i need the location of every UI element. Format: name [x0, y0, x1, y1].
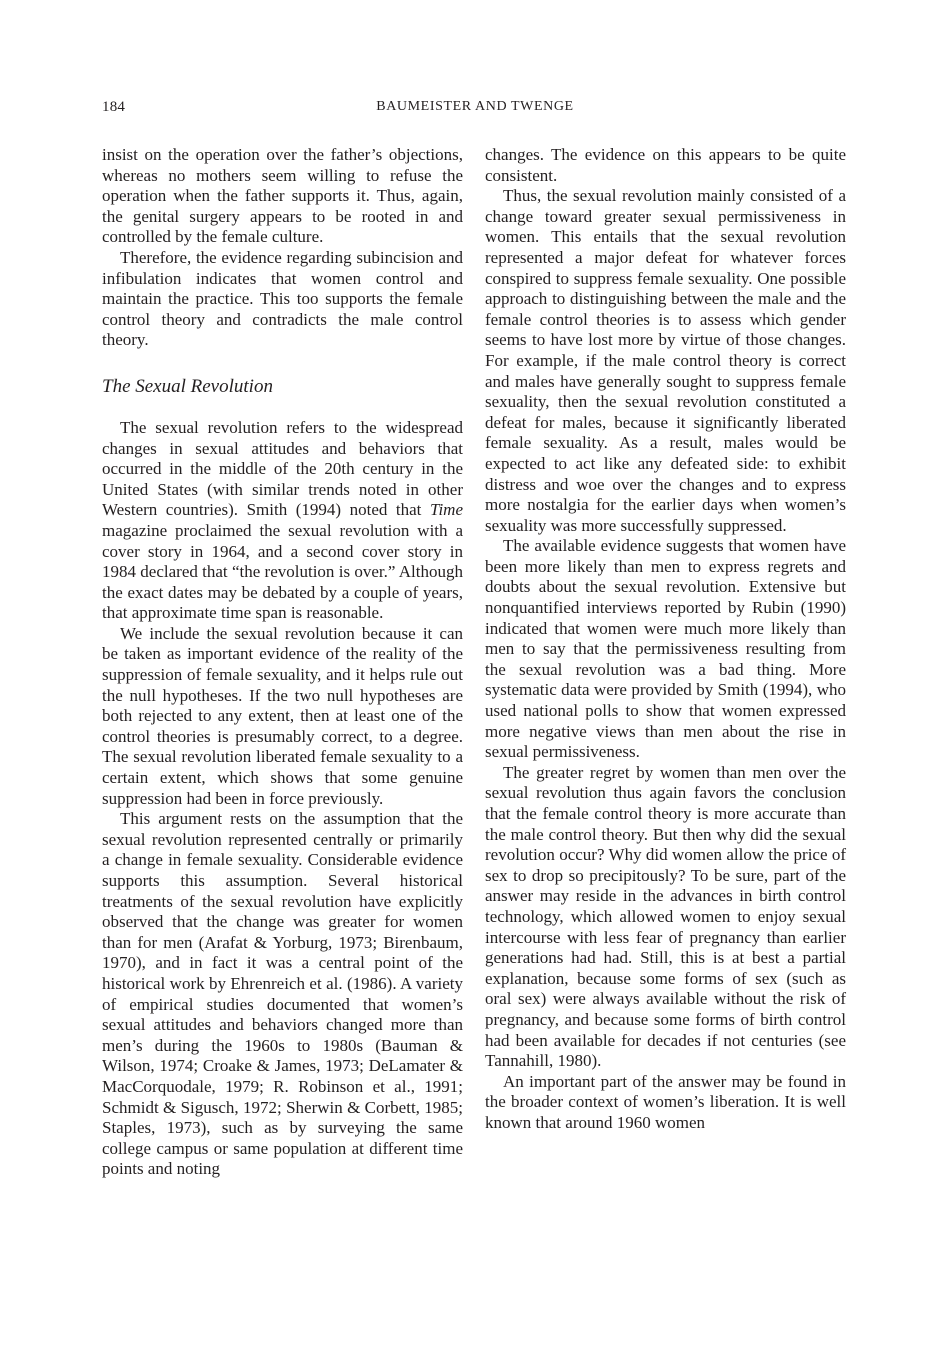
paragraph: We include the sexual revolution because it can be taken as important evidence of the reality of the suppression of female sexuality, and it helps rule out the null hypotheses. If the two null hypotheses are both rejected to any extent, then at least one of the control theories is presumably correct, to a degree. The sexual revolution liberated female sexuality to a certain extent, which shows that some genuine suppression had been in force previously.	[102, 623, 463, 808]
paragraph-text: The sexual revolution refers to the widespread changes in sexual attitudes and behaviors that occurred in the middle of the 20th century in the United States (with similar trends noted in other Western countries). Smith (1994) noted that	[102, 417, 463, 520]
paragraph: changes. The evidence on this appears to be quite consistent.	[485, 145, 846, 185]
paragraph: The available evidence suggests that women have been more likely than men to express regrets and doubts about the sexual revolution. Extensive but nonquantified interviews reported by Rubin (1990) indicated that women were much more likely than men to say that the permissiveness resulting from the sexual revolution was a bad thing. More systematic data were provided by Smith (1994), who used national polls to show that women expressed more negative views than men about the rise in sexual permissiveness.	[485, 536, 846, 762]
paragraph: The greater regret by women than men over the sexual revolution thus again favors the conclusion that the female control theory is more accurate than the male control theory. But then why did the sexual revolution occur? Why did women allow the price of sex to drop so precipitously? To be sure, part of the answer may reside in the advances in birth control technology, which allowed women to enjoy sexual intercourse with less fear of pregnancy than earlier generations had had. Still, this is at best a partial explanation, because some forms of sex (such as oral sex) were always available without the risk of pregnancy, and because some forms of birth control had been available for decades if not centuries (see Tannahill, 1980).	[485, 762, 846, 1071]
paragraph: insist on the operation over the father’s objections, whereas no mothers seem willing to refuse the operation when the father supports it. Thus, again, the genital surgery appears to be rooted in and controlled by the female culture.	[102, 145, 463, 247]
paragraph: This argument rests on the assumption that the sexual revolution represented centrally or primarily a change in female sexuality. Considerable evidence supports this assumption. Several historical treatments of the sexual revolution have explicitly observed that the change was greater for women than for men (Arafat & Yorburg, 1973; Birenbaum, 1970), and in fact it was a central point of the historical work by Ehrenreich et al. (1986). A variety of empirical studies documented that women’s sexual attitudes and behaviors changed more than men’s during the 1960s to 1980s (Bauman & Wilson, 1974; Croake & James, 1973; DeLamater & MacCorquodale, 1979; R. Robinson et al., 1991; Schmidt & Sigusch, 1972; Sherwin & Corbett, 1985; Staples, 1973), such as by surveying the same college campus or same population at different time points and noting	[102, 809, 463, 1179]
italic-title: Time	[429, 500, 463, 520]
right-column	[485, 145, 846, 1134]
paragraph: Thus, the sexual revolution mainly consisted of a change toward greater sexual permissiveness in women. This entails that the sexual revolution represented a major defeat for whatever forces conspired to suppress female sexuality. One possible approach to distinguishing between the male and the female control theories is to assess which gender seems to have lost more by virtue of those changes. For example, if the male control theory is correct and males have generally sought to suppress female sexuality, then the sexual revolution constituted a defeat for males, because it significantly liberated female sexuality. As a result, males would be expected to act like any defeated side: to exhibit distress and woe over the changes and to express more nostalgia for the earlier days when women’s sexuality was more successfully suppressed.	[485, 186, 846, 535]
paragraph: Therefore, the evidence regarding subincision and infibulation indicates that women control and maintain the practice. This too supports the female control theory and contradicts the male control theory.	[102, 247, 463, 350]
paragraph	[102, 418, 463, 624]
section-heading: The Sexual Revolution	[102, 375, 273, 397]
paragraph: An important part of the answer may be found in the broader context of women’s liberation. It is well known that around 1960 women	[485, 1071, 846, 1132]
running-head: BAUMEISTER AND TWENGE	[376, 99, 574, 114]
left-column	[102, 145, 463, 1180]
paragraph-text: magazine proclaimed the sexual revolution with a cover story in 1964, and a second cover story in 1984 declared that “the revolution is over.” Although the exact dates may be debated by a couple of years, that approximate time span is reasonable.	[102, 520, 463, 623]
page-number: 184	[102, 99, 126, 115]
